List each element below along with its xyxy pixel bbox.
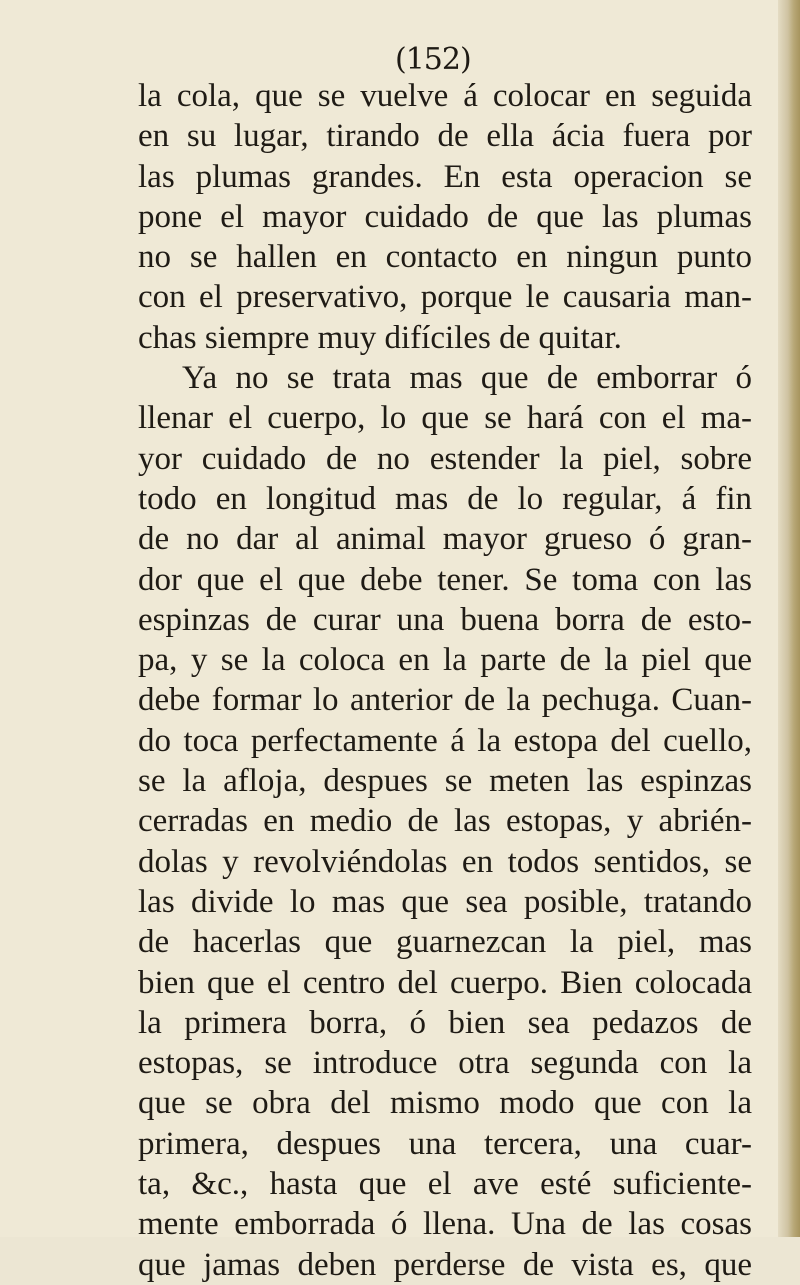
text-line: mente emborrada ó llena. Una de las cosas xyxy=(138,1206,752,1243)
page-spine-edge xyxy=(778,0,800,1237)
text-line: con el preservativo, porque le causaria man- xyxy=(138,279,752,316)
text-line: chas siempre muy difíciles de quitar. xyxy=(138,319,622,356)
text-line: estopas, se introduce otra segunda con la xyxy=(138,1045,752,1082)
text-line: bien que el centro del cuerpo. Bien colocada xyxy=(138,964,752,1001)
text-line: no se hallen en contacto en ningun punto xyxy=(138,239,752,276)
text-line: ta, &c., hasta que el ave esté suficiente- xyxy=(138,1166,752,1203)
text-line: do toca perfectamente á la estopa del cuello, xyxy=(138,722,752,759)
text-line: pone el mayor cuidado de que las plumas xyxy=(138,198,752,235)
page-number: (152) xyxy=(395,42,471,77)
text-line: de no dar al animal mayor grueso ó gran- xyxy=(138,521,752,558)
text-line: todo en longitud mas de lo regular, á fin xyxy=(138,480,752,517)
body-text xyxy=(138,76,752,1285)
text-line: las plumas grandes. En esta operacion se xyxy=(138,158,752,195)
text-line: las divide lo mas que sea posible, tratando xyxy=(138,883,752,920)
text-line: en su lugar, tirando de ella ácia fuera por xyxy=(138,118,752,155)
text-line: dolas y revolviéndolas en todos sentidos, se xyxy=(138,843,752,880)
text-line: yor cuidado de no estender la piel, sobre xyxy=(138,440,752,477)
text-line: se la afloja, despues se meten las espinzas xyxy=(138,763,752,800)
text-line: que jamas deben perderse de vista es, que xyxy=(138,1246,752,1283)
text-line: que se obra del mismo modo que con la xyxy=(138,1085,752,1122)
text-line: la cola, que se vuelve á colocar en seguida xyxy=(138,78,752,114)
text-line: debe formar lo anterior de la pechuga. Cuan- xyxy=(138,682,752,719)
text-line: llenar el cuerpo, lo que se hará con el ma- xyxy=(138,400,752,437)
text-line: Ya no se trata mas que de emborrar ó xyxy=(182,360,752,397)
text-line: la primera borra, ó bien sea pedazos de xyxy=(138,1004,752,1041)
text-line: de hacerlas que guarnezcan la piel, mas xyxy=(138,924,752,961)
text-line: pa, y se la coloca en la parte de la piel que xyxy=(138,642,752,679)
text-line: espinzas de curar una buena borra de esto- xyxy=(138,601,752,638)
text-line: dor que el que debe tener. Se toma con las xyxy=(138,561,752,598)
text-line: primera, despues una tercera, una cuar- xyxy=(138,1125,752,1162)
text-line: cerradas en medio de las estopas, y abrién- xyxy=(138,803,752,840)
